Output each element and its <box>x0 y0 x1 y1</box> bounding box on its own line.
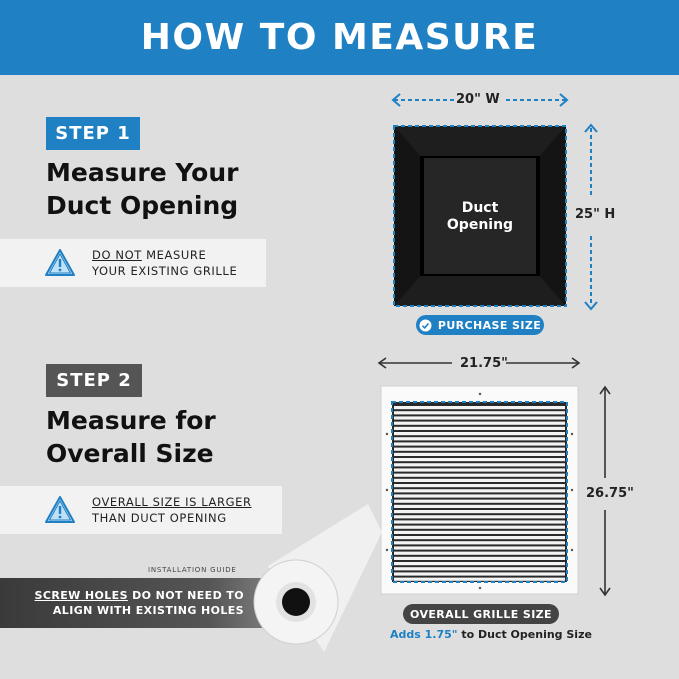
grille-louver <box>394 411 565 414</box>
step2-title-line1: Measure for <box>46 406 216 435</box>
grille-louver <box>394 567 565 570</box>
grille-louver <box>394 546 565 549</box>
grille-louver <box>394 562 565 565</box>
grille-louver <box>394 442 565 445</box>
grille-louver <box>394 474 565 477</box>
grille-louver <box>394 578 565 581</box>
grille-louver <box>394 406 565 409</box>
grille-diagram <box>370 350 630 600</box>
step2-note-line2: THAN DUCT OPENING <box>92 511 227 525</box>
grille-louver <box>394 510 565 513</box>
header-banner <box>0 0 679 75</box>
grille-louver <box>394 437 565 440</box>
grille-louver <box>394 479 565 482</box>
step1-title <box>46 156 238 222</box>
warning-triangle-icon <box>44 247 76 279</box>
grille-louver <box>394 494 565 497</box>
grille-louver <box>394 520 565 523</box>
check-circle-icon <box>419 319 432 332</box>
grille-louver <box>394 531 565 534</box>
grille-louver <box>394 422 565 425</box>
step1-title-line2: Duct Opening <box>46 191 239 220</box>
step1-badge-label: STEP 1 <box>55 123 131 144</box>
overall-grille-size-pill <box>403 604 559 624</box>
page-title: HOW TO MEASURE <box>140 17 539 58</box>
adds-suffix: to Duct Opening Size <box>457 628 592 641</box>
grille-louver <box>394 526 565 529</box>
step2-title-line2: Overall Size <box>46 439 214 468</box>
step1-note-emphasis: DO NOT <box>92 248 142 262</box>
step2-note-line1: OVERALL SIZE IS LARGER <box>92 495 252 509</box>
step2-note <box>0 486 282 534</box>
step1-title-line1: Measure Your <box>46 158 239 187</box>
grille-louver <box>394 536 565 539</box>
grille-louver <box>394 427 565 430</box>
grille-louver <box>394 468 565 471</box>
grille-width-label: 21.75" <box>460 356 508 371</box>
screw-holes-line2: ALIGN WITH EXISTING HOLES <box>52 604 244 617</box>
step1-note <box>0 239 266 287</box>
step1-badge <box>46 117 140 150</box>
duct-center-label-line1: Duct <box>461 200 499 216</box>
grille-frame <box>381 386 578 594</box>
duct-width-label: 20" W <box>456 92 500 107</box>
adds-value: 1.75" <box>424 628 458 641</box>
grille-height-label: 26.75" <box>586 486 634 501</box>
grille-louver <box>394 557 565 560</box>
grille-louver <box>394 453 565 456</box>
installation-guide-caption: INSTALLATION GUIDE <box>148 566 237 574</box>
grille-louver <box>394 432 565 435</box>
step2-badge-label: STEP 2 <box>56 370 132 391</box>
step2-badge <box>46 364 142 397</box>
grille-louver <box>394 515 565 518</box>
grille-louver <box>394 484 565 487</box>
purchase-size-pill <box>416 315 544 335</box>
grille-louver <box>394 448 565 451</box>
grille-louver <box>394 541 565 544</box>
screw-holes-rest: DO NOT NEED TO <box>127 589 244 602</box>
grille-louver <box>394 505 565 508</box>
step1-note-rest: MEASURE <box>141 248 207 262</box>
grille-louver <box>394 416 565 419</box>
screw-holes-emphasis: SCREW HOLES <box>34 589 128 602</box>
purchase-size-label: PURCHASE SIZE <box>437 318 542 332</box>
screw-hole-magnifier <box>250 480 390 660</box>
step1-note-line2: YOUR EXISTING GRILLE <box>92 264 238 278</box>
duct-center-label-line2: Opening <box>446 217 514 233</box>
grille-louver <box>394 552 565 555</box>
grille-louver <box>394 463 565 466</box>
duct-center-label <box>424 200 536 234</box>
duct-height-label: 25" H <box>575 207 616 222</box>
step2-title <box>46 404 216 470</box>
adds-prefix: Adds <box>390 628 425 641</box>
grille-louver <box>394 458 565 461</box>
warning-triangle-icon <box>44 494 76 526</box>
grille-louver <box>394 572 565 575</box>
overall-grille-size-label: OVERALL GRILLE SIZE <box>410 607 552 621</box>
grille-louver <box>394 489 565 492</box>
grille-louver <box>394 500 565 503</box>
adds-note <box>390 628 592 641</box>
screw-holes-note <box>0 578 262 628</box>
